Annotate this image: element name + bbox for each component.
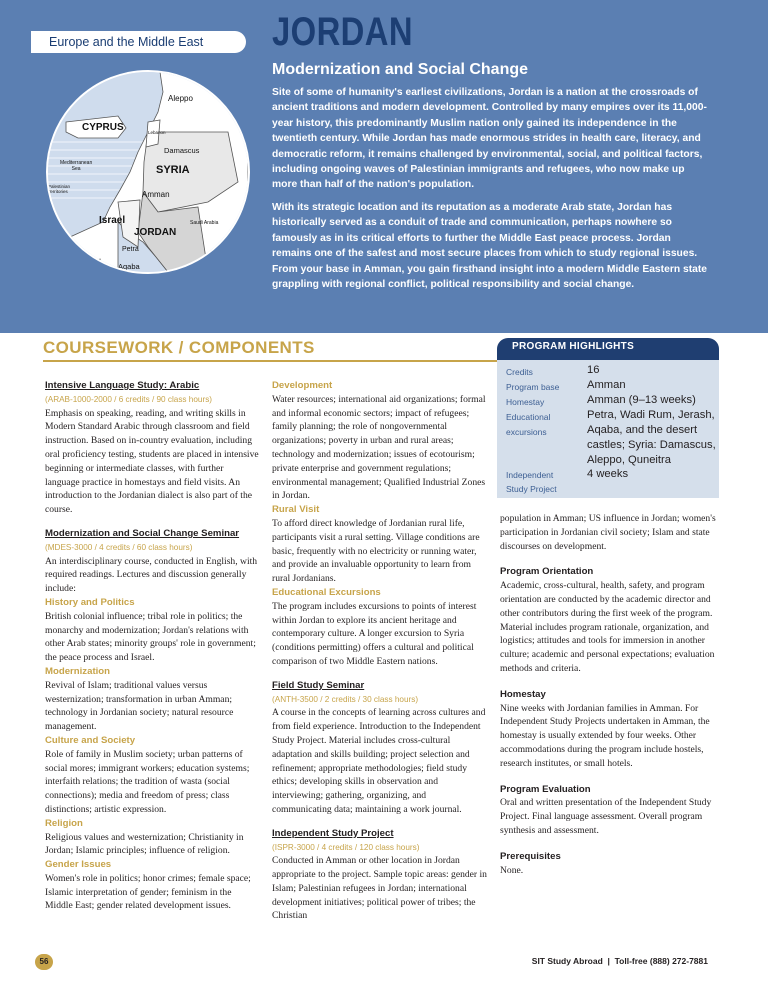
page-title: JORDAN — [272, 10, 413, 54]
hl-label-homestay: Homestay — [506, 397, 545, 407]
culture-heading: Culture and Society — [45, 734, 136, 746]
column-3 — [500, 512, 718, 877]
isp-body: Conducted in Amman or other location in Jordan appropriate to the project. Sample topic areas: gender in Islam; Palestinian refugees in Jordan; international development initiatives; political power of tribes; the Christian — [272, 855, 487, 922]
rural-body: To afford direct knowledge of Jordanian rural life, participants visit a rural setting. Village conditions are basic, frequently with no electricity or running water, and provide an invaluable opportunity to learn from rural Jordanians. — [272, 517, 480, 585]
arabic-code: (ARAB-1000-2000 / 6 credits / 90 class hours) — [45, 394, 213, 404]
map-label-sea: Mediterranean Sea — [60, 160, 93, 172]
map-label-cyprus: CYPRUS — [82, 122, 124, 133]
history-body: British colonial influence; tribal role in politics; the monarchy and modernization; Jordan's relations with other Arab states; minority groups' role in government; the peace process and Israel. — [45, 610, 256, 664]
map-label-palestinian: Palestinian Territories — [48, 184, 71, 194]
region-tab: Europe and the Middle East — [31, 31, 246, 53]
seminar-body: An interdisciplinary course, conducted in English, with required readings. Lectures and discussion generally include: — [45, 555, 258, 595]
religion-heading: Religion — [45, 817, 83, 829]
religion-body: Religious values and westernization; Christianity in Jordan; Islamic principles; influence of religion. — [45, 831, 244, 857]
hl-label-credits: Credits — [506, 367, 533, 377]
hl-label-excursions: Educational — [506, 412, 551, 422]
isp-heading: Independent Study Project — [272, 827, 394, 839]
field-code: (ANTH-3500 / 2 credits / 30 class hours) — [272, 694, 419, 704]
evaluation-heading: Program Evaluation — [500, 783, 591, 795]
isp-continued: population in Amman; US influence in Jordan; women's participation in Jordanian civil society; Islam and state discourses on development. — [500, 513, 716, 552]
map-label-jordan: JORDAN — [134, 227, 177, 238]
arabic-heading: Intensive Language Study: Arabic — [45, 380, 200, 391]
hl-value-excursions: Petra, Wadi Rum, Jerash, Aqaba, and the desert castles; Syria: Damascus, Aleppo, Quneitra — [587, 409, 716, 466]
map-label-petra: Petra — [122, 246, 139, 253]
map-label-israel: Israel — [99, 215, 126, 226]
map-label-aleppo: Aleppo — [168, 94, 193, 103]
footer-contact: SIT Study Abroad | Toll-free (888) 272-7881 — [531, 956, 708, 966]
map-label-aqaba: Aqaba — [118, 262, 140, 271]
isp-code: (ISPR-3000 / 4 credits / 120 class hours) — [272, 842, 420, 852]
prerequisites-heading: Prerequisites — [500, 850, 561, 862]
modernization-body: Revival of Islam; traditional values versus westernization; transformation in urban Amman; technology in Jordanian society; natural resource management. — [45, 679, 234, 733]
map-label-lebanon: Lebanon — [148, 130, 166, 135]
development-body: Water resources; international aid organizations; formal and informal economic sectors; impact of refugees; family planning; the role of nongovernmental organizations; poverty in urban and rural areas; technology and modernization; issues of ecotourism; private enterprise and government regulations; environmental management; Qualified Industrial Zones in Jordan. — [272, 393, 486, 502]
homestay-heading: Homestay — [500, 688, 546, 700]
orientation-heading: Program Orientation — [500, 566, 594, 578]
map-label-syria: SYRIA — [156, 164, 190, 176]
highlights-tab-label: PROGRAM HIGHLIGHTS — [512, 341, 635, 352]
excursions-body: The program includes excursions to points of interest within Jordan to explore its ancient heritage and contemporary culture. A longer excursion to Syria (conditions permitting) offers a cultural and political comparison of two Middle Eastern nations. — [272, 600, 477, 667]
seminar-heading: Modernization and Social Change Seminar — [45, 527, 240, 539]
field-heading: Field Study Seminar — [272, 679, 365, 691]
prerequisites-body: None. — [500, 864, 524, 876]
modernization-heading: Modernization — [45, 665, 111, 677]
gender-heading: Gender Issues — [45, 859, 112, 871]
culture-body: Role of family in Muslim society; urban patterns of social mores; immigrant workers; education systems; interfaith relations; the tradition of wasta (social connections); media and freedom of press; class distinctions; artistic expression. — [45, 748, 250, 815]
hl-value-credits: 16 — [587, 364, 600, 376]
map-label-egypt: Egypt — [88, 258, 101, 264]
hl-label-isp-2: Study Project — [506, 484, 557, 494]
seminar-code: (MDES-3000 / 4 credits / 60 class hours) — [45, 542, 193, 552]
hl-value-isp: 4 weeks — [587, 468, 629, 480]
intro-paragraph-1: Site of some of humanity's earliest civilizations, Jordan is a nation at the crossroads of ancient traditions and modern development. Controlled by many empires over its 11,000-year history, this predominantly Muslim nation only gained its independence in the twentieth century. While Jordan has made enormous strides in health care, literacy, and democratic reform, it remains challenged by environmental, social, and political factors, including ongoing waves of Palestinian immigrants and refugees, who now make up more than half of the nation's population. — [272, 87, 707, 191]
hl-label-base: Program base — [506, 382, 560, 392]
map-label-damascus: Damascus — [164, 146, 200, 155]
column-2 — [272, 379, 487, 923]
map-label-amman: Amman — [142, 190, 170, 199]
orientation-body: Academic, cross-cultural, health, safety, and program orientation are conducted by the academic director and other contributors during the first week of the program. Material includes program rationale, organization, and logistics; attitudes and tools for immersion in another culture; academic and personal expectations; evaluation methods and criteria. — [500, 580, 715, 674]
history-heading: History and Politics — [45, 596, 135, 608]
page-number: 56 — [35, 954, 53, 970]
homestay-body: Nine weeks with Jordanian families in Amman. For Independent Study Projects undertaken in Amman, the homestay is usually extended by four weeks. Other accommodations during the program include hostels, research institutes, or small hotels. — [500, 702, 710, 769]
hl-label-isp: Independent — [506, 470, 554, 480]
rural-heading: Rural Visit — [272, 504, 320, 516]
arabic-body: Emphasis on speaking, reading, and writing skills in Modern Standard Arabic through classroom and field instruction. Based on in-country evaluation, including oral proficiency testing, students are placed in intensive beginning or intermediate classes, with further language practice in homestays and field visits. An introduction to the Jordanian dialect is also part of the course. — [45, 407, 259, 516]
evaluation-body: Oral and written presentation of the Independent Study Project. Final language assessment. Overall program synthesis and assessment. — [500, 797, 712, 836]
development-heading: Development — [272, 380, 333, 391]
field-body: A course in the concepts of learning across cultures and from field experience. Introduction to the Independent Study Project. Material includes cross-cultural adaptation and skills building; project selection and refinement; appropriate methodologies; field study ethics; developing skills in observation and interviewing; gathering, organizing, and communicating data; maintaining a work journal. — [272, 707, 486, 815]
hl-value-homestay: Amman (9–13 weeks) — [587, 394, 696, 406]
hl-value-base: Amman — [587, 379, 626, 391]
hl-label-excursions-2: excursions — [506, 427, 547, 437]
map-label-saudi: Saudi Arabia — [190, 220, 219, 226]
page-subtitle: Modernization and Social Change — [272, 61, 529, 78]
column-1 — [45, 379, 260, 913]
excursions-heading: Educational Excursions — [272, 586, 381, 598]
map-graphic — [48, 72, 248, 272]
gender-body: Women's role in politics; honor crimes; female space; Islamic interpretation of gender; feminism in the Middle East; gender related development issues. — [45, 872, 251, 912]
intro-paragraph-2: With its strategic location and its reputation as a moderate Arab state, Jordan has historically served as a conduit of trade and communication, perhaps nowhere so famously as in its critical efforts to further the Middle East peace process. Jordan remains one of the safest and most secure places from which to study regional issues. From your base in Amman, you gain firsthand insight into a modern Middle Eastern state grappling with regional conflict, political responsibility and social change. — [272, 202, 708, 291]
coursework-heading: COURSEWORK / COMPONENTS — [43, 338, 315, 357]
map-circle — [46, 70, 250, 274]
coursework-rule — [43, 360, 506, 362]
highlights-box — [497, 360, 719, 498]
